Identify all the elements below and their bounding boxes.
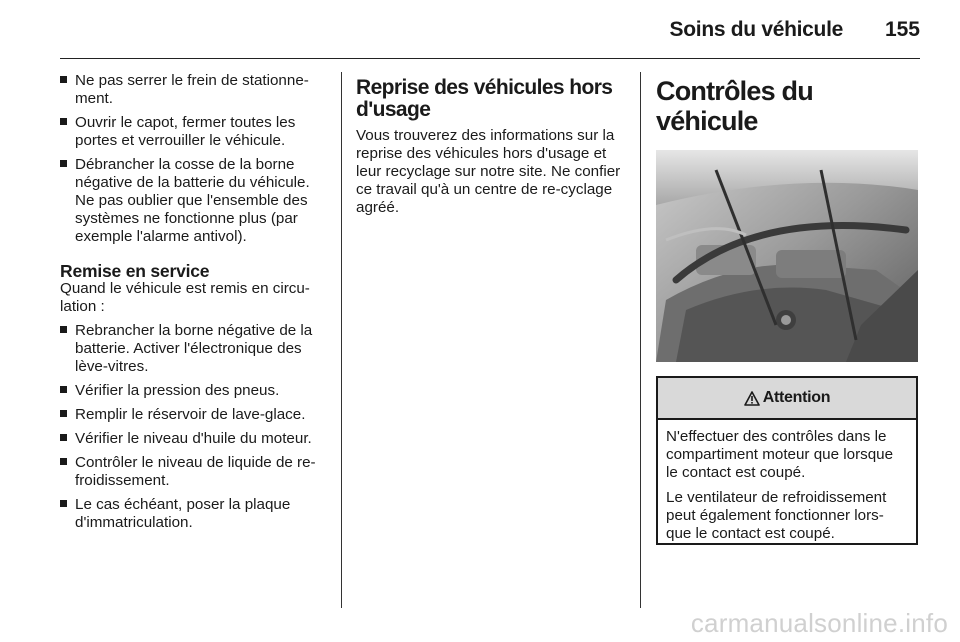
warning-body: [658, 420, 916, 543]
page-number: 155: [884, 18, 920, 41]
warning-box: [656, 376, 918, 545]
list-item: Rebrancher la borne négative de la batterie. Activer l'électronique des lève-vitres.: [60, 322, 328, 376]
section-heading-recycling: Reprise des véhicules hors d'usage: [356, 76, 613, 121]
column-divider-1: [341, 72, 342, 608]
list-item: Remplir le réservoir de lave-glace.: [60, 406, 328, 424]
section-intro: Quand le véhicule est remis en circu-lation :: [60, 280, 310, 315]
warning-label: Attention: [762, 389, 831, 406]
list-item: Contrôler le niveau de liquide de re-froidissement.: [60, 454, 328, 490]
list-item: Vérifier le niveau d'huile du moteur.: [60, 430, 328, 448]
column-divider-2: [640, 72, 641, 608]
square-bullet-icon: [60, 386, 67, 393]
engine-compartment-photo: [656, 150, 918, 362]
bullet-list-bottom: [60, 322, 328, 532]
watermark: carmanualsonline.info: [690, 608, 948, 638]
recycling-body: Vous trouverez des informations sur la reprise des véhicules hors d'usage et leur recyclage sur notre site. Ne confier ce travail qu'à un centre de re-cyclage agréé.: [356, 127, 621, 216]
list-item: Vérifier la pression des pneus.: [60, 382, 328, 400]
square-bullet-icon: [60, 458, 67, 465]
square-bullet-icon: [60, 326, 67, 333]
list-item: Ne pas serrer le frein de stationne-ment.: [60, 72, 328, 108]
page-header: [0, 0, 960, 62]
square-bullet-icon: [60, 76, 67, 83]
header-divider: [60, 58, 920, 59]
square-bullet-icon: [60, 410, 67, 417]
square-bullet-icon: [60, 500, 67, 507]
section-heading: Remise en service: [60, 261, 210, 281]
column-1: [60, 72, 328, 538]
column-2: [356, 72, 626, 223]
list-item: Débrancher la cosse de la borne négative de la batterie du véhicule. Ne pas oublier que l'ensemble des systèmes ne fonctionne plus (par exemple l'alarme antivol).: [60, 156, 328, 246]
list-item: Ouvrir le capot, fermer toutes les portes et verrouiller le véhicule.: [60, 114, 328, 150]
warning-header: [658, 378, 916, 420]
square-bullet-icon: [60, 160, 67, 167]
chapter-heading: Contrôles du véhicule: [656, 76, 813, 136]
list-item: Le cas échéant, poser la plaque d'immatriculation.: [60, 496, 328, 532]
page-title: Soins du véhicule: [669, 18, 843, 41]
square-bullet-icon: [60, 434, 67, 441]
warning-paragraph: N'effectuer des contrôles dans le compartiment moteur que lorsque le contact est coupé.: [666, 428, 894, 481]
square-bullet-icon: [60, 118, 67, 125]
warning-triangle-icon: [744, 391, 760, 406]
bullet-list-top: [60, 72, 328, 246]
warning-paragraph: Le ventilateur de refroidissement peut également fonctionner lors-que le contact est coupé.: [666, 489, 887, 542]
